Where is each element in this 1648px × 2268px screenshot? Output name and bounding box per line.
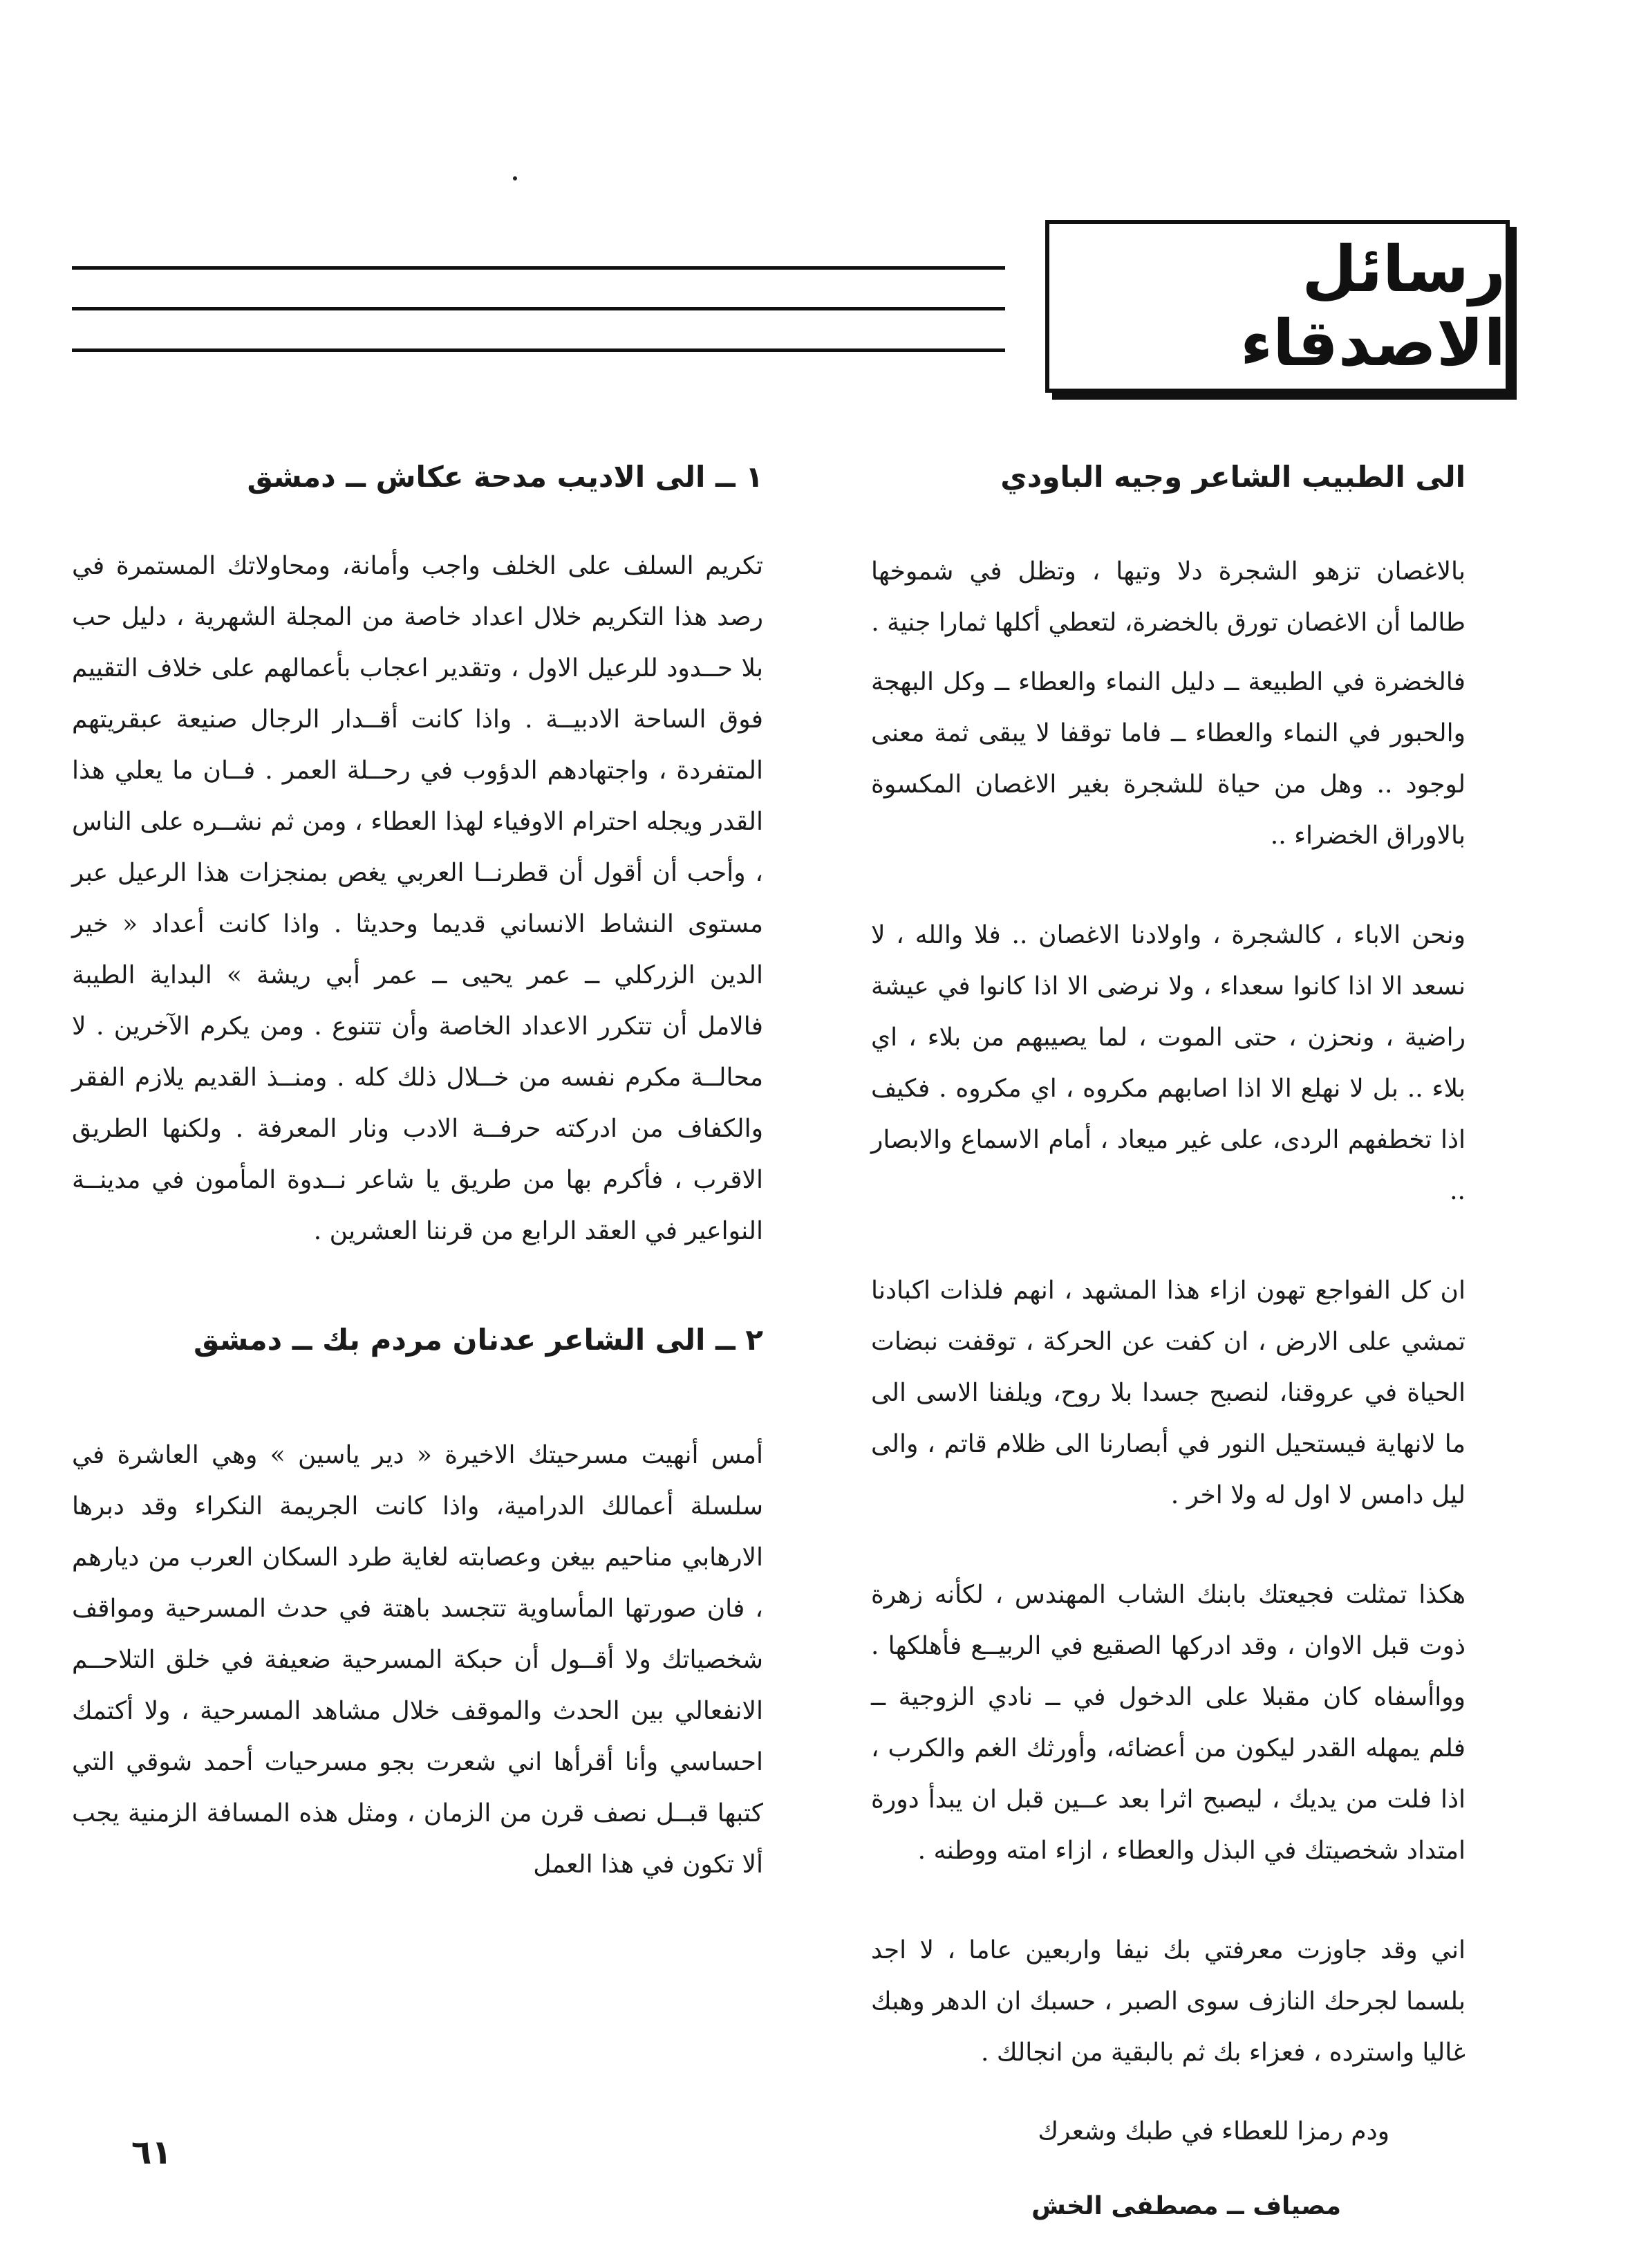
- left-column: [72, 443, 763, 1890]
- right-paragraph-2: فالخضرة في الطبيعة ــ دليل النماء والعطاء ــ وكل البهجة والحبور في النماء والعطاء ــ فاما توقفا لا يبقى ثمة معنى لوجود .. وهل من حياة للشجرة بغير الاغصان المكسوة بالاوراق الخضراء ..: [871, 668, 1466, 850]
- section1-heading: ١ ــ الى الاديب مدحة عكاش ــ دمشق: [247, 460, 763, 494]
- page-number: ٦١: [131, 2133, 172, 2172]
- header-rule-2: [72, 307, 1005, 310]
- speck: [513, 176, 517, 180]
- right-paragraph-4: ان كل الفواجع تهون ازاء هذا المشهد ، انهم فلذات اكبادنا تمشي على الارض ، ان كفت عن الحركة ، توقفت نبضات الحياة في عروقنا، لنصبح جسدا بلا روح، ويلفنا الاسى الى ما لانهاية فيستحيل النور في أبصارنا الى ظلام قاتم ، والى ليل دامس لا اول له ولا اخر .: [871, 1276, 1466, 1509]
- section2-text: أمس أنهيت مسرحيتك الاخيرة « دير ياسين » وهي العاشرة في سلسلة أعمالك الدرامية، واذا كانت الجريمة النكراء وقد دبرها الارهابي مناحيم بيغن وعصابته لغاية طرد السكان العرب من ديارهم ، فان صورتها المأساوية تتجسد باهتة في حدث المسرحية ومواقف شخصياتك ولا أقــول أن حبكة المسرحية ضعيفة في خلق التلاحــم الانفعالي بين الحدث والموقف خلال مشاهد المسرحية ، ولا أكتمك احساسي وأنا أقرأها اني شعرت بجو مسرحيات أحمد شوقي التي كتبها قبــل نصف قرن من الزمان ، ومثل هذه المسافة الزمنية يجب ألا تكون في هذا العمل: [72, 1441, 763, 1879]
- right-paragraph-1: بالاغصان تزهو الشجرة دلا وتيها ، وتظل في شموخها طالما أن الاغصان تورق بالخضرة، لتعطي أكلها ثمارا جنية .: [871, 557, 1466, 637]
- right-paragraph-3: ونحن الاباء ، كالشجرة ، واولادنا الاغصان .. فلا والله ، لا نسعد الا اذا كانوا سعداء ، ولا نرضى الا اذا كانوا في عيشة راضية ، ونحزن ، حتى الموت ، لما يصيبهم من بلاء ، اي بلاء .. بل لا نهلع الا اذا اصابهم مكروه ، اي مكروه . فكيف اذا تخطفهم الردى، على غير ميعاد ، أمام الاسماع والابصار ..: [871, 921, 1466, 1205]
- signature: مصياف ــ مصطفى الخش: [1031, 2192, 1341, 2220]
- section-title-box: [1045, 220, 1510, 393]
- right-paragraph-5: هكذا تمثلت فجيعتك بابنك الشاب المهندس ، لكأنه زهرة ذوت قبل الاوان ، وقد ادركها الصقيع في الربيــع فأهلكها . وواأسفاه كان مقبلا على الدخول في ــ نادي الزوجية ــ فلم يمهله القدر ليكون من أعضائه، وأورثك الغم والكرب ، اذا فلت من يديك ، ليصبح اثرا بعد عــين قبل ان يبدأ دورة امتداد شخصيتك في البذل والعطاء ، ازاء امته ووطنه .: [871, 1581, 1466, 1865]
- right-closing-line: ودم رمزا للعطاء في طبك وشعرك: [1038, 2117, 1389, 2146]
- right-paragraph-6: اني وقد جاوزت معرفتي بك نيفا واربعين عاما ، لا اجد بلسما لجرحك النازف سوى الصبر ، حسبك ان الدهر وهبك غاليا واسترده ، فعزاء بك ثم بالبقية من انجالك .: [871, 1936, 1466, 2067]
- section-title: رسائل الاصدقاء: [1240, 232, 1506, 380]
- header-rule-3: [72, 348, 1005, 352]
- section1-text: تكريم السلف على الخلف واجب وأمانة، ومحاولاتك المستمرة في رصد هذا التكريم خلال اعداد خاصة من المجلة الشهرية ، دليل حب بلا حــدود للرعيل الاول ، وتقدير اعجاب بأعمالهم على خلاف التقييم فوق الساحة الادبيــة . واذا كانت أقــدار الرجال صنيعة عبقريتهم المتفردة ، واجتهادهم الدؤوب في رحــلة العمر . فــان ما يعلي هذا القدر ويجله احترام الاوفياء لهذا العطاء ، ومن ثم نشــره على الناس ، وأحب أن أقول أن قطرنــا العربي يغص بمنجزات هذا الرعيل عبر مستوى النشاط الانساني قديما وحديثا . واذا كانت أعداد « خير الدين الزركلي ــ عمر يحيى ــ عمر أبي ريشة » البداية الطيبة فالامل أن تتكرر الاعداد الخاصة وأن تتنوع . ومن يكرم الآخرين . لا محالــة مكرم نفسه من خــلال ذلك كله . ومنــذ القديم يلازم الفقر والكفاف من ادركته حرفــة الادب ونار المعرفة . ولكنها الطريق الاقرب ، فأكرم بها من طريق يا شاعر نــدوة المأمون في مدينــة النواعير في العقد الرابع من قرننا العشرين .: [72, 552, 763, 1245]
- right-column-heading: الى الطبيب الشاعر وجيه الباودي: [1000, 460, 1466, 494]
- section2-heading: ٢ ــ الى الشاعر عدنان مردم بك ــ دمشق: [193, 1323, 763, 1357]
- right-column: [871, 443, 1466, 2220]
- header-rule-1: [72, 266, 1005, 270]
